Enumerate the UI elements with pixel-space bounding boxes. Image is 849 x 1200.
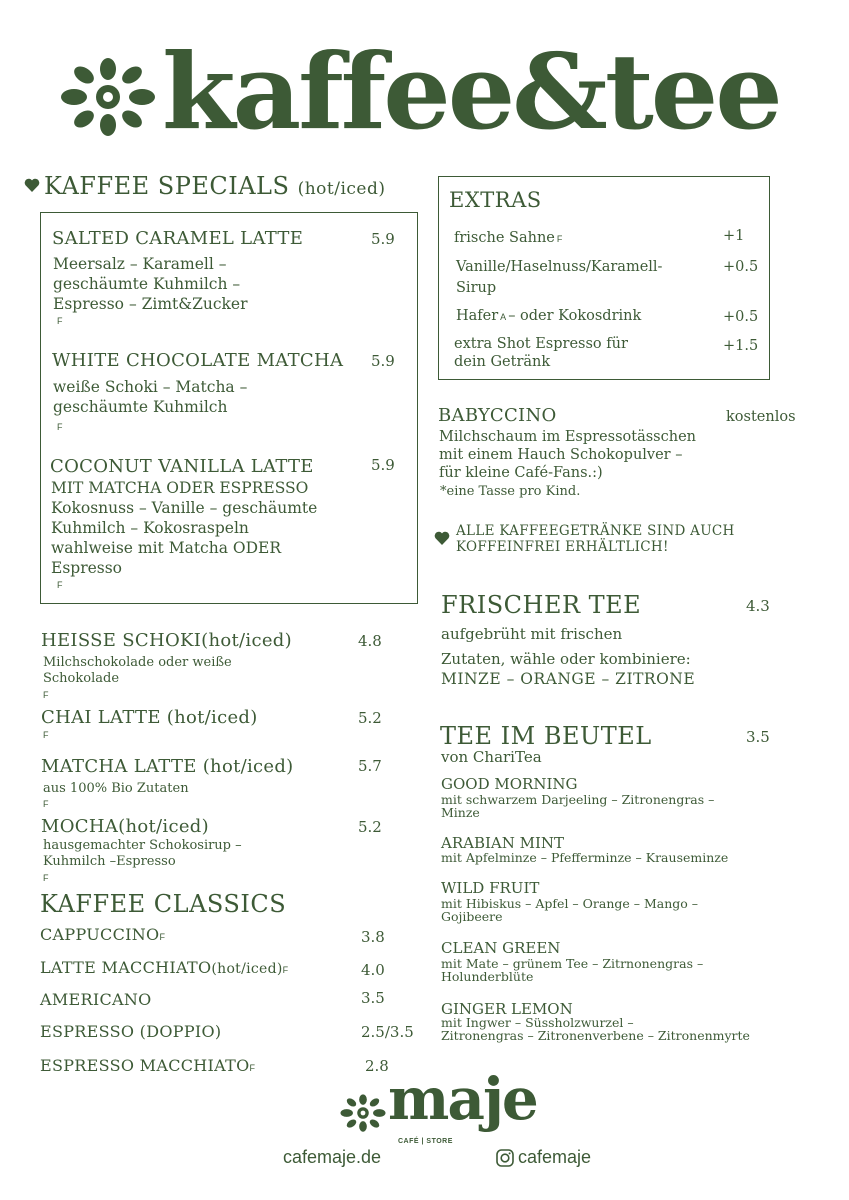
- specials-item-desc: Meersalz – Karamell – geschäumte Kuhmilch – Espresso – Zimt&Zucker: [53, 255, 248, 313]
- classics-title: KAFFEE CLASSICS: [40, 890, 287, 918]
- drink-desc: Milchschokolade oder weiße Schokolade: [43, 655, 232, 686]
- tea-desc: mit Mate – grünem Tee – Zitrnonengras – Holunderblüte: [441, 956, 704, 984]
- specials-item-name: COCONUT VANILLA LATTE: [50, 456, 314, 477]
- header-logo-text: kaffee&tee: [162, 30, 780, 153]
- allergen-tag: F: [57, 422, 63, 432]
- extras-item-price: +1.5: [723, 338, 759, 354]
- allergen-tag: F: [43, 730, 49, 740]
- classics-item-price: 2.8: [365, 1057, 389, 1075]
- footer-brand-logo: maje: [388, 1065, 537, 1133]
- allergen-tag: F: [43, 690, 49, 700]
- specials-item-desc: weiße Schoki – Matcha – geschäumte Kuhmilch: [53, 378, 248, 416]
- specials-item-name: SALTED CARAMEL LATTE: [52, 228, 304, 249]
- drink-desc: hausgemachter Schokosirup – Kuhmilch –Espresso: [43, 838, 242, 869]
- extras-item-label: extra Shot Espresso für dein Getränk: [454, 336, 628, 370]
- specials-item-price: 5.9: [371, 352, 395, 370]
- babyccino-desc: Milchschaum im Espressotässchen mit einem Hauch Schokopulver – für kleine Café-Fans.:): [439, 429, 696, 481]
- drink-price: 5.2: [358, 818, 382, 836]
- babyccino-price: kostenlos: [726, 409, 796, 425]
- babyccino-name: BABYCCINO: [438, 405, 557, 426]
- classics-item-name: CAPPUCCINOF: [40, 925, 166, 944]
- specials-item-price: 5.9: [371, 230, 395, 248]
- drink-name: HEISSE SCHOKI(hot/iced): [41, 630, 292, 651]
- fresh-tea-title: FRISCHER TEE: [441, 591, 642, 619]
- drink-name: MATCHA LATTE (hot/iced): [41, 756, 294, 777]
- specials-item-desc: MIT MATCHA ODER ESPRESSO Kokosnuss – Vanille – geschäumte Kuhmilch – Kokosraspeln wahlweise mit Matcha ODER Espresso: [51, 479, 318, 577]
- instagram-icon[interactable]: [496, 1149, 514, 1167]
- drink-desc: aus 100% Bio Zutaten: [43, 781, 189, 796]
- tea-desc: mit schwarzem Darjeeling – Zitronengras – Minze: [441, 792, 715, 820]
- flower-logo-icon: [60, 58, 156, 136]
- classics-item-name: ESPRESSO (DOPPIO): [40, 1022, 222, 1041]
- specials-title: KAFFEE SPECIALS (hot/iced): [44, 172, 386, 200]
- decaf-note: ALLE KAFFEEGETRÄNKE SIND AUCH KOFFEINFREI ERHÄLTLICH!: [456, 523, 735, 555]
- classics-item-name: ESPRESSO MACCHIATOF: [40, 1056, 256, 1075]
- specials-item-price: 5.9: [371, 456, 395, 474]
- allergen-tag: F: [57, 580, 63, 590]
- extras-title: EXTRAS: [449, 188, 542, 212]
- tea-name: GOOD MORNING: [441, 775, 578, 793]
- tea-name: ARABIAN MINT: [441, 834, 565, 852]
- drink-price: 5.2: [358, 709, 382, 727]
- tea-desc: mit Hibiskus – Apfel – Orange – Mango – Gojibeere: [441, 896, 699, 924]
- allergen-tag: F: [43, 799, 49, 809]
- drink-name: MOCHA(hot/iced): [41, 816, 209, 837]
- tea-name: CLEAN GREEN: [441, 939, 561, 957]
- classics-item-name: AMERICANO: [40, 990, 152, 1009]
- tea-desc: mit Apfelminze – Pfefferminze – Krauseminze: [441, 850, 729, 865]
- babyccino-note: *eine Tasse pro Kind.: [440, 484, 581, 499]
- heart-icon: [434, 531, 450, 545]
- allergen-tag: F: [57, 316, 63, 326]
- extras-item-label: frische Sahne F: [454, 230, 563, 246]
- footer-instagram-handle[interactable]: cafemaje: [518, 1147, 592, 1167]
- classics-item-price: 3.5: [361, 989, 385, 1007]
- bag-tea-brand: von ChariTea: [441, 748, 542, 766]
- fresh-tea-desc: aufgebrüht mit frischen Zutaten, wähle oder kombiniere:: [441, 625, 691, 668]
- classics-item-name: LATTE MACCHIATO(hot/iced)F: [40, 958, 289, 977]
- extras-item-label: Vanille/Haselnuss/Karamell- Sirup: [456, 259, 663, 296]
- classics-item-price: 2.5/3.5: [361, 1023, 414, 1041]
- tea-name: GINGER LEMON: [441, 1000, 573, 1018]
- tea-name: WILD FRUIT: [441, 879, 540, 897]
- specials-item-name: WHITE CHOCOLATE MATCHA: [52, 350, 344, 371]
- extras-item-price: +1: [723, 228, 745, 244]
- tea-desc: mit Ingwer – Süssholzwurzel – Zitronengras – Zitronenverbene – Zitronenmyrte: [441, 1015, 750, 1043]
- extras-item-price: +0.5: [723, 309, 759, 325]
- extras-item-label: Hafer A – oder Kokosdrink: [456, 308, 642, 324]
- footer-website-link[interactable]: cafemaje.de: [283, 1147, 382, 1167]
- bag-tea-price: 3.5: [746, 728, 770, 746]
- drink-price: 4.8: [358, 632, 382, 650]
- fresh-tea-options: MINZE – ORANGE – ZITRONE: [441, 670, 696, 688]
- drink-name: CHAI LATTE (hot/iced): [41, 707, 258, 728]
- fresh-tea-price: 4.3: [746, 597, 770, 615]
- flower-icon: [340, 1094, 386, 1132]
- drink-price: 5.7: [358, 757, 382, 775]
- heart-icon: [24, 178, 40, 192]
- bag-tea-title: TEE IM BEUTEL: [440, 722, 652, 750]
- classics-item-price: 3.8: [361, 928, 385, 946]
- allergen-tag: F: [43, 873, 49, 883]
- classics-item-price: 4.0: [361, 961, 385, 979]
- extras-item-price: +0.5: [723, 259, 759, 275]
- footer-tagline: CAFÉ | STORE: [398, 1138, 453, 1145]
